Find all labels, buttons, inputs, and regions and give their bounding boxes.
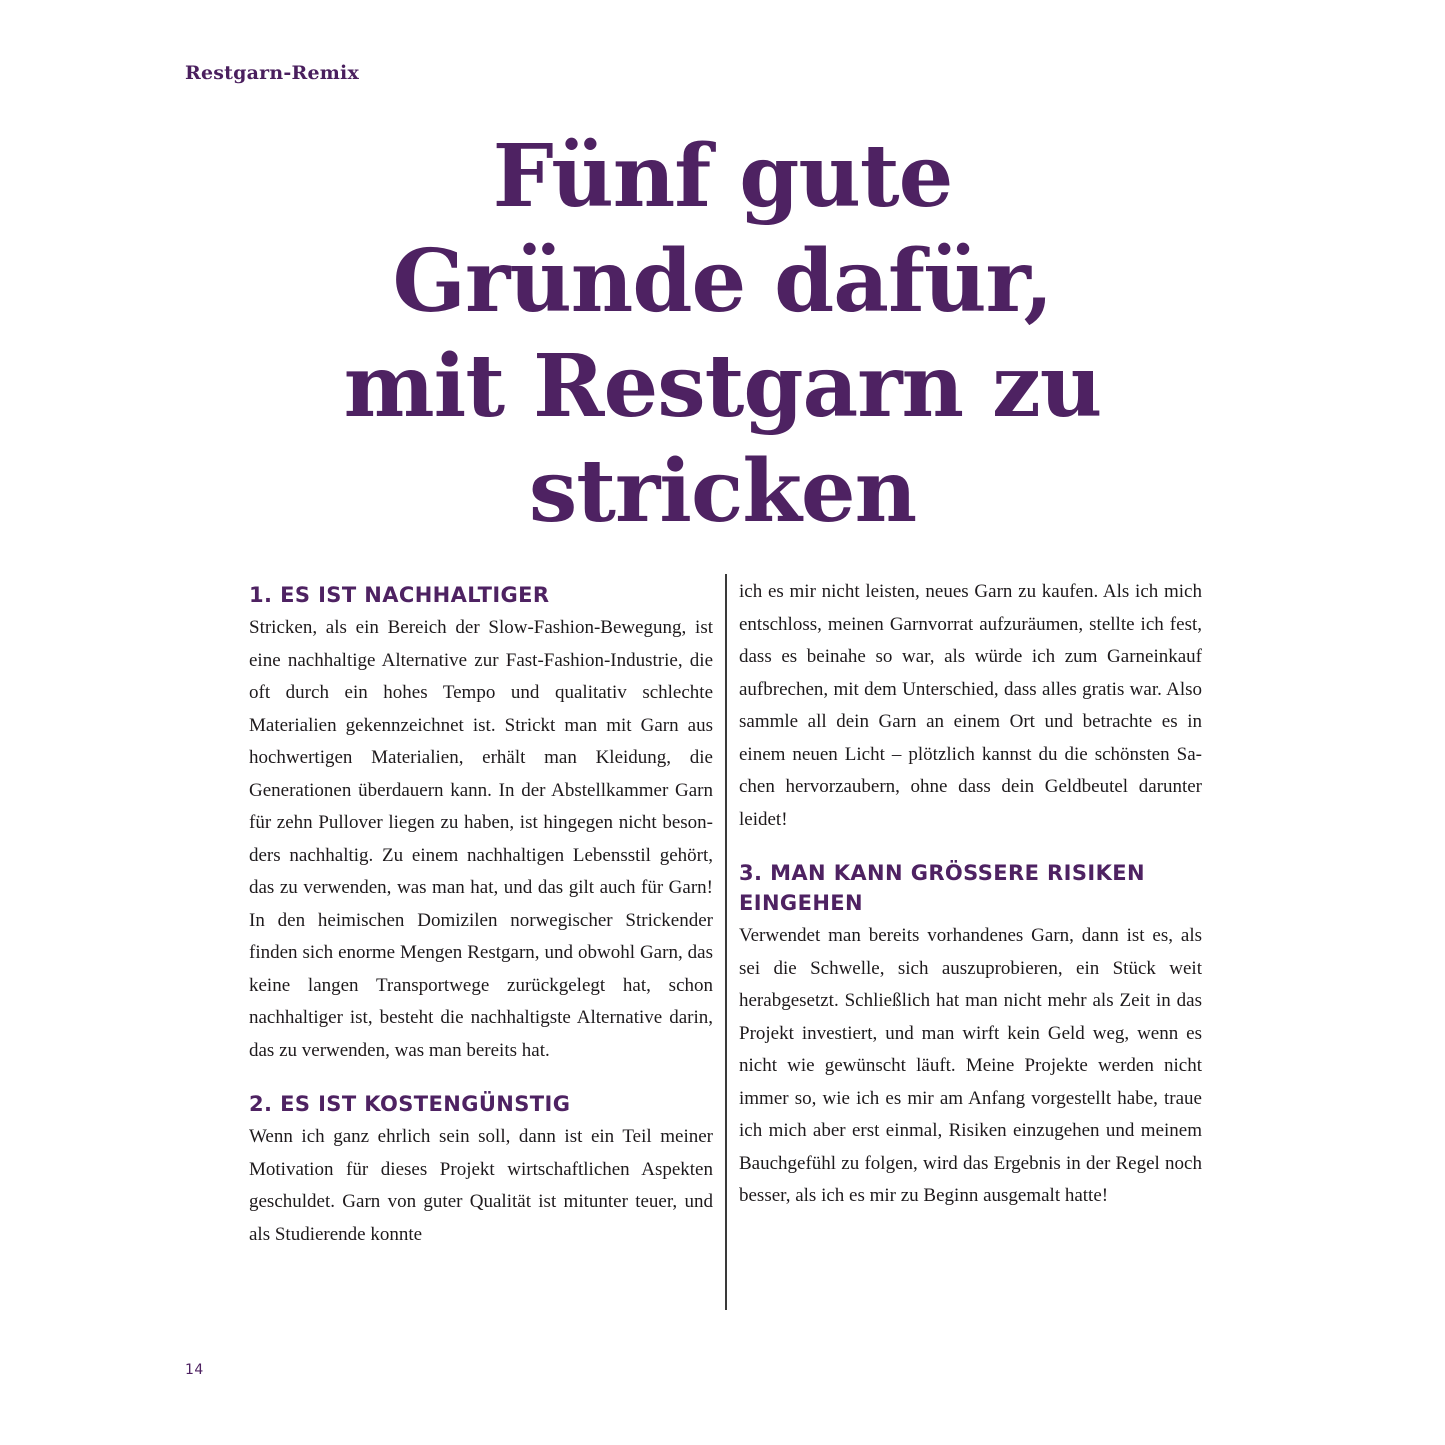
text-column-right xyxy=(739,576,1202,1213)
section-body-3: Verwendet man bereits vorhandenes Garn, dann ist es, als sei die Schwelle, sich auszuprobieren, ein Stück weit herabgesetzt. Schließlich hat man nicht mehr als Zeit in das Projekt investiert, und man wirft kein Geld weg, wenn es nicht wie gewünscht läuft. Meine Projekte werden nicht immer so, wie ich es mir am Anfang vorgestellt habe, traue ich mich aber erst einmal, Risiken einzugehen und meinem Bauchgefühl zu folgen, wird das Ergebnis in der Regel noch besser, als ich es mir zu Beginn ausgemalt hatte! xyxy=(739,925,1202,1206)
section-body-1: Stricken, als ein Bereich der Slow-Fashion-Bewegung, ist eine nachhaltige Alternative zur Fast-Fashion-Industrie, die oft durch ein hohes Tempo und qualitativ schlechte Materialien gekennzeichnet ist. Strickt man mit Garn aus hochwertigen Materialien, erhält man Kleidung, die Generationen überdauern kann. In der Abstellkammer Garn für zehn Pullover liegen zu haben, ist hingegen nicht besonders nachhaltig. Zu einem nachhaltigen Lebensstil gehört, das zu verwenden, was man hat, und das gilt auch für Garn! In den heimischen Domizilen norwegischer Strickender finden sich enorme Mengen Restgarn, und obwohl Garn, das keine langen Transportwege zurückgelegt hat, schon nachhaltiger ist, besteht die nachhaltigste Alternative darin, das zu verwenden, was man bereits hat. xyxy=(249,617,713,1061)
title-line: mit Restgarn zu xyxy=(343,336,1102,437)
page-title xyxy=(200,124,1245,544)
running-head: Restgarn-Remix xyxy=(185,62,359,84)
section-heading-2: 2. ES IST KOSTENGÜNSTIG xyxy=(249,1092,571,1116)
section-body-2-part-1: Wenn ich ganz ehrlich sein soll, dann ist ein Teil meiner Motivation für dieses Projekt wirtschaftlichen Aspekten geschuldet. Garn von guter Qualität ist mitunter teuer, und als Studierende konnte xyxy=(249,1126,713,1245)
section-heading-1: 1. ES IST NACHHALTIGER xyxy=(249,583,550,607)
section-heading-3: 3. MAN KANN GRÖSSERE RISIKEN EINGEHEN xyxy=(739,861,1145,915)
page-number: 14 xyxy=(185,1362,204,1378)
section-body-2-part-2: ich es mir nicht leisten, neues Garn zu kaufen. Als ich mich entschloss, meinen Garnvorrat aufzuräumen, stellte ich fest, dass es beinahe so war, als würde ich zum Garneinkauf aufbrechen, mit dem Unterschied, dass alles gratis war. Also sammle all dein Garn an einem Ort und betrachte es in einem neuen Licht – plötzlich kannst du die schönsten Sachen hervorzaubern, ohne dass dein Geldbeutel darunter leidet! xyxy=(739,581,1202,830)
title-line: Gründe dafür, xyxy=(392,231,1053,332)
title-line: Fünf gute xyxy=(492,126,953,227)
text-column-left xyxy=(249,576,713,1251)
column-divider xyxy=(725,574,727,1310)
title-line: stricken xyxy=(528,441,917,542)
